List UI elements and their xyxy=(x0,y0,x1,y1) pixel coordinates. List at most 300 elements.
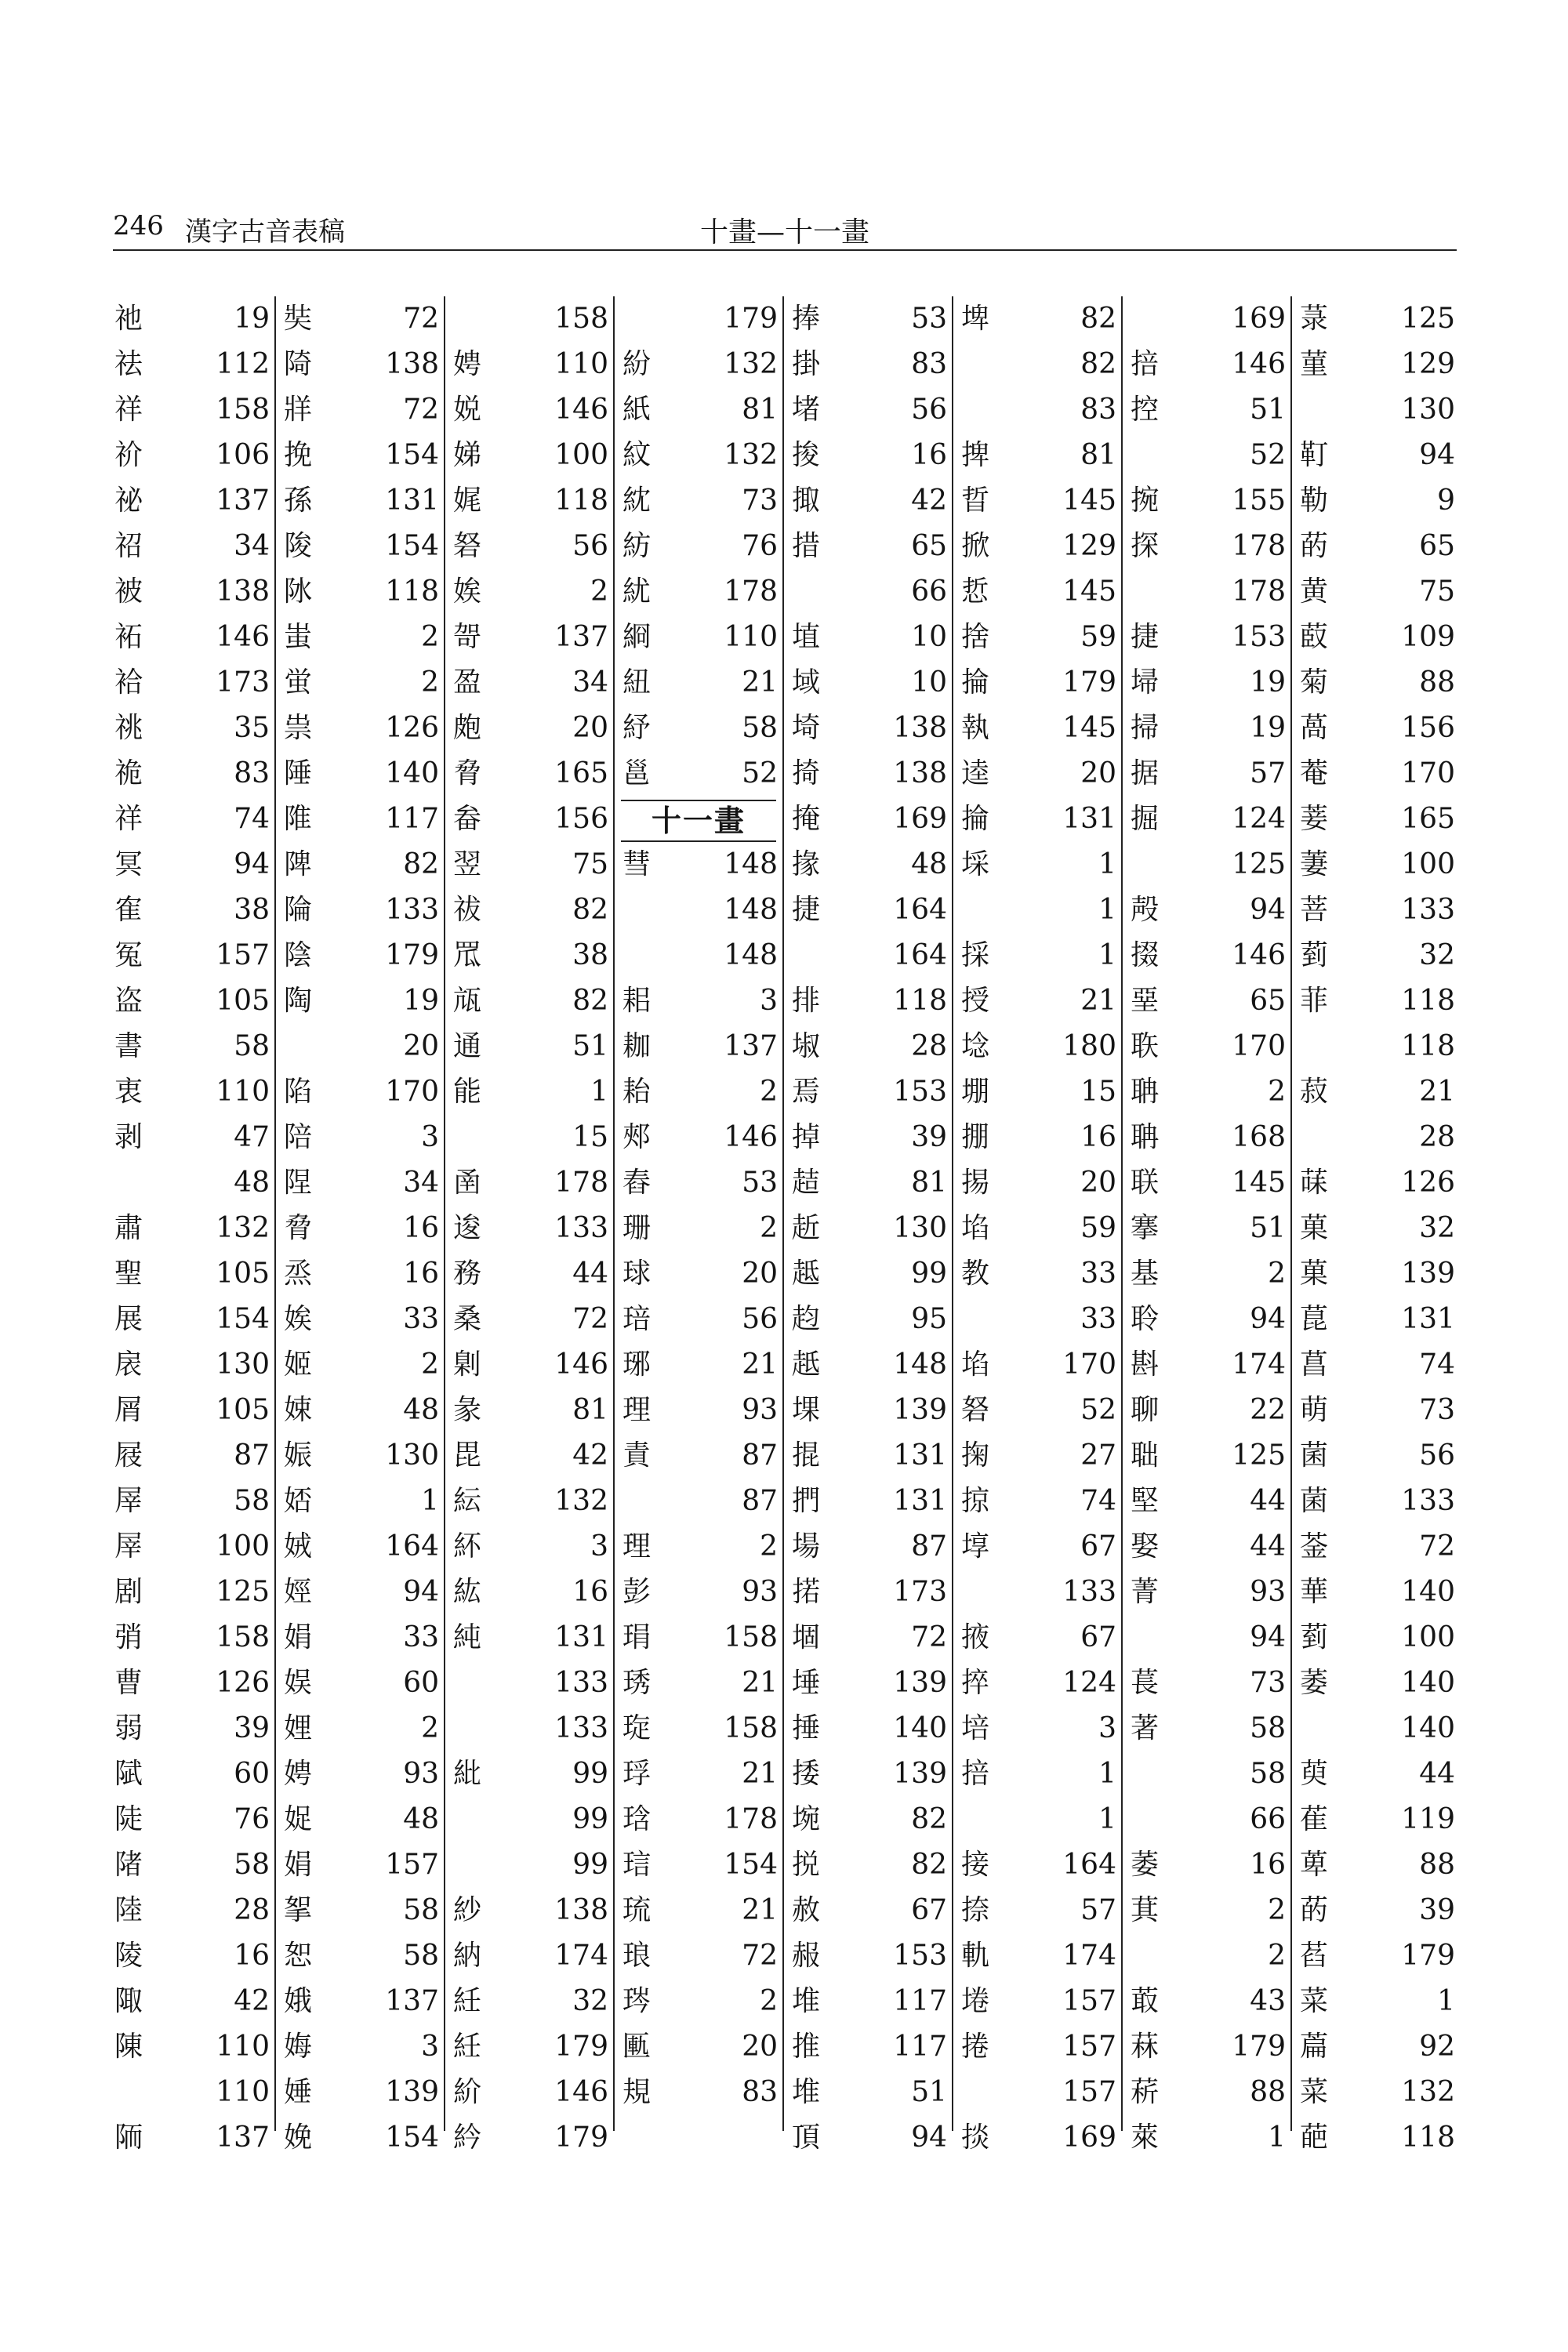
entry-page-number: 146 xyxy=(554,394,608,426)
index-entry xyxy=(790,1570,960,1615)
index-entry xyxy=(790,797,960,842)
entry-page-number: 56 xyxy=(911,394,947,426)
index-entry xyxy=(282,1706,452,1751)
index-entry xyxy=(960,1433,1129,1479)
index-entry xyxy=(282,1160,452,1206)
entry-character: 趌 xyxy=(792,1167,821,1199)
entry-page-number: 35 xyxy=(234,712,270,744)
index-entry xyxy=(621,1206,790,1251)
index-entry xyxy=(282,1206,452,1251)
entry-character: 掩 xyxy=(792,803,821,835)
index-entry xyxy=(621,706,790,751)
entry-page-number: 2 xyxy=(1268,1258,1286,1290)
index-entry xyxy=(960,342,1129,387)
index-entry xyxy=(282,1797,452,1842)
entry-character: 菌 xyxy=(1300,1439,1329,1472)
entry-character: 場 xyxy=(792,1530,821,1563)
index-entry xyxy=(452,1297,621,1342)
index-entry xyxy=(960,1979,1129,2024)
index-entry xyxy=(1298,1933,1468,1979)
index-entry xyxy=(282,842,452,887)
entry-page-number: 58 xyxy=(1250,1758,1286,1790)
index-entry xyxy=(113,1069,282,1115)
index-entry xyxy=(621,296,790,342)
index-entry xyxy=(452,1524,621,1570)
entry-character: 捨 xyxy=(961,621,990,653)
index-entry xyxy=(282,1524,452,1570)
entry-page-number: 72 xyxy=(742,1940,778,1972)
index-entry xyxy=(960,1751,1129,1797)
index-entry xyxy=(790,524,960,569)
index-entry xyxy=(1129,1297,1298,1342)
entry-page-number: 1 xyxy=(1437,1985,1455,2017)
index-entry xyxy=(1129,1115,1298,1160)
entry-character: 祂 xyxy=(114,303,143,335)
entry-character: 菂 xyxy=(1300,1894,1329,1926)
entry-page-number: 56 xyxy=(572,530,608,562)
entry-page-number: 72 xyxy=(403,303,439,335)
index-entry xyxy=(790,978,960,1024)
entry-character: 捷 xyxy=(792,894,821,926)
entry-character: 理 xyxy=(622,1394,652,1426)
index-column xyxy=(1129,296,1298,2161)
index-entry xyxy=(1129,387,1298,433)
index-entry xyxy=(790,1479,960,1524)
index-entry xyxy=(1298,1524,1468,1570)
entry-character: 書 xyxy=(114,1030,143,1062)
index-entry xyxy=(452,478,621,524)
index-entry xyxy=(113,1206,282,1251)
index-entry xyxy=(621,569,790,615)
entry-character: 砮 xyxy=(961,1394,990,1426)
entry-character: 萎 xyxy=(1131,1849,1160,1881)
index-entry xyxy=(960,1797,1129,1842)
entry-character: 萊 xyxy=(1131,2122,1160,2154)
index-entry xyxy=(282,387,452,433)
entry-page-number: 133 xyxy=(554,1712,608,1744)
entry-page-number: 179 xyxy=(385,939,439,971)
index-entry xyxy=(1129,2115,1298,2161)
entry-page-number: 65 xyxy=(911,530,947,562)
entry-page-number: 129 xyxy=(1062,530,1116,562)
entry-page-number: 67 xyxy=(911,1894,947,1926)
index-entry xyxy=(452,569,621,615)
entry-character: 陬 xyxy=(114,1985,143,2017)
entry-page-number: 174 xyxy=(1232,1348,1286,1381)
entry-character: 弰 xyxy=(114,1621,143,1653)
entry-page-number: 2 xyxy=(760,1530,778,1563)
entry-character: 娌 xyxy=(284,1712,313,1744)
entry-page-number: 1 xyxy=(1268,2122,1286,2154)
index-entry xyxy=(1298,1661,1468,1706)
entry-page-number: 75 xyxy=(572,848,608,880)
entry-character: 悊 xyxy=(961,575,990,608)
entry-character: 祓 xyxy=(453,894,482,926)
entry-page-number: 132 xyxy=(216,1212,270,1244)
entry-page-number: 178 xyxy=(1232,575,1286,608)
entry-character: 捫 xyxy=(792,1485,821,1517)
entry-page-number: 146 xyxy=(1232,348,1286,380)
entry-page-number: 130 xyxy=(1401,394,1455,426)
entry-page-number: 156 xyxy=(554,803,608,835)
entry-character: 陳 xyxy=(114,2031,143,2063)
entry-page-number: 81 xyxy=(911,1167,947,1199)
index-entry xyxy=(621,1479,790,1524)
index-entry xyxy=(790,1206,960,1251)
entry-page-number: 32 xyxy=(1419,939,1455,971)
index-entry xyxy=(790,1524,960,1570)
column-divider xyxy=(952,296,953,2131)
entry-page-number: 66 xyxy=(911,575,947,608)
entry-page-number: 170 xyxy=(1401,757,1455,789)
entry-page-number: 154 xyxy=(385,439,439,471)
index-entry xyxy=(1129,478,1298,524)
entry-character: 被 xyxy=(114,575,143,608)
index-entry xyxy=(960,1251,1129,1297)
entry-page-number: 178 xyxy=(724,1803,778,1835)
index-entry xyxy=(113,887,282,933)
entry-page-number: 110 xyxy=(216,1076,270,1108)
entry-page-number: 53 xyxy=(911,303,947,335)
index-entry xyxy=(960,2024,1129,2070)
entry-character: 紓 xyxy=(622,712,652,744)
entry-page-number: 21 xyxy=(742,1758,778,1790)
index-entry xyxy=(621,978,790,1024)
entry-page-number: 81 xyxy=(1080,439,1116,471)
entry-page-number: 72 xyxy=(911,1621,947,1653)
entry-page-number: 16 xyxy=(403,1258,439,1290)
entry-character: 紡 xyxy=(622,530,652,562)
column-divider xyxy=(444,296,445,2131)
index-entry xyxy=(282,1388,452,1433)
index-entry xyxy=(790,1024,960,1069)
index-entry xyxy=(1129,1933,1298,1979)
index-entry xyxy=(1129,1342,1298,1388)
entry-page-number: 1 xyxy=(1098,939,1116,971)
entry-page-number: 117 xyxy=(893,2031,947,2063)
entry-page-number: 1 xyxy=(1098,848,1116,880)
entry-page-number: 154 xyxy=(216,1303,270,1335)
index-entry xyxy=(452,1479,621,1524)
entry-page-number: 21 xyxy=(742,666,778,699)
entry-character: 紙 xyxy=(622,394,652,426)
entry-page-number: 33 xyxy=(403,1621,439,1653)
entry-character: 展 xyxy=(114,1303,143,1335)
entry-character: 娧 xyxy=(453,394,482,426)
entry-page-number: 131 xyxy=(1401,1303,1455,1335)
entry-character: 陭 xyxy=(284,348,313,380)
entry-page-number: 42 xyxy=(234,1985,270,2017)
entry-character: 勒 xyxy=(1300,485,1329,517)
index-entry xyxy=(113,751,282,797)
entry-page-number: 174 xyxy=(1062,1940,1116,1972)
entry-character: 赹 xyxy=(792,1303,821,1335)
entry-page-number: 100 xyxy=(1401,1621,1455,1653)
entry-page-number: 19 xyxy=(234,303,270,335)
entry-page-number: 59 xyxy=(1080,621,1116,653)
entry-page-number: 65 xyxy=(1250,985,1286,1017)
entry-character: 娠 xyxy=(284,1439,313,1472)
index-entry xyxy=(1298,1888,1468,1933)
entry-page-number: 83 xyxy=(911,348,947,380)
entry-character: 郟 xyxy=(622,1121,652,1153)
entry-character: 陪 xyxy=(284,1121,313,1153)
entry-page-number: 52 xyxy=(1250,439,1286,471)
index-entry xyxy=(621,1615,790,1661)
entry-page-number: 133 xyxy=(1401,1485,1455,1517)
entry-character: 埰 xyxy=(961,848,990,880)
entry-page-number: 34 xyxy=(572,666,608,699)
index-column xyxy=(452,296,621,2161)
entry-character: 陧 xyxy=(284,1167,313,1199)
entry-page-number: 82 xyxy=(572,985,608,1017)
entry-page-number: 9 xyxy=(1437,485,1455,517)
index-entry xyxy=(1129,797,1298,842)
column-divider xyxy=(782,296,784,2131)
index-entry xyxy=(113,1024,282,1069)
entry-page-number: 42 xyxy=(911,485,947,517)
index-entry xyxy=(1129,433,1298,478)
entry-character: 姬 xyxy=(284,1348,313,1381)
entry-page-number: 132 xyxy=(1401,2076,1455,2108)
index-entry xyxy=(790,1751,960,1797)
entry-character: 陚 xyxy=(114,1758,143,1790)
entry-character: 萁 xyxy=(1131,1894,1160,1926)
entry-page-number: 158 xyxy=(554,303,608,335)
index-entry xyxy=(960,478,1129,524)
entry-page-number: 140 xyxy=(1401,1712,1455,1744)
entry-character: 萋 xyxy=(1300,848,1329,880)
index-entry xyxy=(1129,660,1298,706)
entry-character: 牂 xyxy=(284,394,313,426)
entry-page-number: 125 xyxy=(1232,848,1286,880)
entry-page-number: 110 xyxy=(216,2031,270,2063)
entry-character: 紒 xyxy=(453,2076,482,2108)
index-entry xyxy=(790,1979,960,2024)
entry-page-number: 2 xyxy=(1268,1076,1286,1108)
entry-page-number: 133 xyxy=(554,1212,608,1244)
entry-character: 萸 xyxy=(1300,1758,1329,1790)
entry-character: 娩 xyxy=(284,2122,313,2154)
index-entry xyxy=(113,1570,282,1615)
entry-page-number: 133 xyxy=(1062,1576,1116,1608)
entry-character: 联 xyxy=(1131,1167,1160,1199)
entry-page-number: 105 xyxy=(216,1258,270,1290)
entry-character: 耛 xyxy=(622,1076,652,1108)
index-entry xyxy=(282,524,452,569)
index-entry xyxy=(621,1570,790,1615)
entry-character: 陑 xyxy=(114,2122,143,2154)
entry-character: 捼 xyxy=(792,1758,821,1790)
entry-character: 紟 xyxy=(453,2122,482,2154)
entry-page-number: 82 xyxy=(911,1803,947,1835)
entry-character: 埦 xyxy=(792,1803,821,1835)
index-entry xyxy=(282,1069,452,1115)
entry-character: 屖 xyxy=(114,1485,143,1517)
index-entry xyxy=(452,1115,621,1160)
index-entry xyxy=(621,1388,790,1433)
entry-page-number: 94 xyxy=(1419,439,1455,471)
entry-character: 掤 xyxy=(961,1121,990,1153)
entry-page-number: 2 xyxy=(1268,1894,1286,1926)
entry-character: 袷 xyxy=(114,666,143,699)
entry-page-number: 156 xyxy=(1401,712,1455,744)
entry-character: 掄 xyxy=(961,803,990,835)
index-entry xyxy=(790,2115,960,2161)
entry-character: 聃 xyxy=(1131,1076,1160,1108)
index-entry xyxy=(1129,1797,1298,1842)
entry-page-number: 2 xyxy=(421,1348,439,1381)
entry-page-number: 173 xyxy=(893,1576,947,1608)
entry-character: 娉 xyxy=(453,348,482,380)
entry-character: 娝 xyxy=(284,1485,313,1517)
entry-page-number: 148 xyxy=(724,894,778,926)
entry-page-number: 179 xyxy=(724,303,778,335)
entry-character: 掉 xyxy=(792,1121,821,1153)
entry-character: 逡 xyxy=(453,1212,482,1244)
index-entry xyxy=(1298,1160,1468,1206)
entry-page-number: 178 xyxy=(724,575,778,608)
entry-character: 埱 xyxy=(792,1030,821,1062)
entry-character: 隺 xyxy=(114,894,143,926)
index-entry xyxy=(1298,1570,1468,1615)
entry-character: 推 xyxy=(792,2031,821,2063)
entry-page-number: 170 xyxy=(1232,1030,1286,1062)
entry-page-number: 44 xyxy=(1250,1485,1286,1517)
index-entry xyxy=(452,933,621,978)
entry-character: 頂 xyxy=(792,2122,821,2154)
entry-character: 菓 xyxy=(1300,1258,1329,1290)
index-entry xyxy=(113,1297,282,1342)
entry-page-number: 21 xyxy=(742,1667,778,1699)
entry-page-number: 2 xyxy=(590,575,608,608)
index-entry xyxy=(621,1297,790,1342)
index-entry xyxy=(621,1842,790,1888)
entry-page-number: 83 xyxy=(742,2076,778,2108)
entry-character: 彭 xyxy=(622,1576,652,1608)
entry-character: 萌 xyxy=(1300,1394,1329,1426)
entry-character: 焉 xyxy=(792,1076,821,1108)
index-entry xyxy=(1298,615,1468,660)
index-entry xyxy=(960,751,1129,797)
index-entry xyxy=(452,1570,621,1615)
index-entry xyxy=(621,342,790,387)
entry-character: 掬 xyxy=(961,1439,990,1472)
entry-page-number: 48 xyxy=(911,848,947,880)
index-entry xyxy=(621,2070,790,2115)
entry-page-number: 82 xyxy=(403,848,439,880)
index-entry xyxy=(1129,1842,1298,1888)
entry-page-number: 48 xyxy=(234,1167,270,1199)
index-entry xyxy=(790,1797,960,1842)
index-entry xyxy=(1298,978,1468,1024)
entry-page-number: 38 xyxy=(572,939,608,971)
index-entry xyxy=(282,433,452,478)
entry-character: 堅 xyxy=(1131,1485,1160,1517)
entry-page-number: 137 xyxy=(216,2122,270,2154)
entry-character: 堵 xyxy=(792,394,821,426)
section-heading: 十一畫 xyxy=(621,800,776,842)
entry-character: 斟 xyxy=(1131,1348,1160,1381)
index-entry xyxy=(113,1615,282,1661)
entry-character: 聊 xyxy=(1131,1394,1160,1426)
entry-page-number: 58 xyxy=(234,1485,270,1517)
entry-character: 祕 xyxy=(114,485,143,517)
index-entry xyxy=(113,2070,282,2115)
entry-page-number: 138 xyxy=(216,575,270,608)
entry-page-number: 139 xyxy=(1401,1258,1455,1290)
entry-character: 娶 xyxy=(1131,1530,1160,1563)
entry-character: 菩 xyxy=(1300,894,1329,926)
entry-page-number: 145 xyxy=(1062,485,1116,517)
entry-page-number: 42 xyxy=(572,1439,608,1472)
entry-character: 聉 xyxy=(1131,1439,1160,1472)
entry-character: 菴 xyxy=(1300,757,1329,789)
entry-character: 琅 xyxy=(622,1940,652,1972)
index-entry xyxy=(621,1433,790,1479)
entry-page-number: 139 xyxy=(893,1667,947,1699)
column-divider xyxy=(613,296,615,2131)
index-entry xyxy=(282,342,452,387)
section-title: 十畫—十一畫 xyxy=(699,216,869,249)
entry-page-number: 32 xyxy=(572,1985,608,2017)
entry-page-number: 94 xyxy=(911,2122,947,2154)
index-entry xyxy=(621,1661,790,1706)
entry-character: 紛 xyxy=(622,348,652,380)
entry-page-number: 154 xyxy=(385,530,439,562)
entry-page-number: 92 xyxy=(1419,2031,1455,2063)
index-entry xyxy=(960,1297,1129,1342)
index-entry xyxy=(282,1751,452,1797)
index-entry xyxy=(1298,1842,1468,1888)
entry-character: 邕 xyxy=(622,757,652,789)
entry-character: 陖 xyxy=(284,530,313,562)
entry-page-number: 1 xyxy=(421,1485,439,1517)
entry-page-number: 3 xyxy=(760,985,778,1017)
entry-character: 紑 xyxy=(453,1530,482,1563)
index-entry xyxy=(960,933,1129,978)
entry-page-number: 157 xyxy=(1062,1985,1116,2017)
entry-page-number: 118 xyxy=(1401,2122,1455,2154)
index-column xyxy=(282,296,452,2161)
entry-page-number: 57 xyxy=(1080,1894,1116,1926)
entry-page-number: 153 xyxy=(893,1076,947,1108)
entry-page-number: 133 xyxy=(1401,894,1455,926)
entry-character: 阥 xyxy=(284,575,313,608)
entry-character: 掘 xyxy=(1131,803,1160,835)
entry-page-number: 173 xyxy=(216,666,270,699)
index-entry xyxy=(790,2024,960,2070)
index-entry xyxy=(621,1751,790,1797)
index-entry xyxy=(452,1206,621,1251)
index-entry xyxy=(282,751,452,797)
entry-character: 娭 xyxy=(284,1303,313,1335)
entry-page-number: 57 xyxy=(1250,757,1286,789)
index-entry xyxy=(452,524,621,569)
entry-page-number: 148 xyxy=(893,1348,947,1381)
entry-character: 聆 xyxy=(1131,1303,1160,1335)
entry-character: 菳 xyxy=(1300,1530,1329,1563)
entry-page-number: 118 xyxy=(893,985,947,1017)
index-entry xyxy=(790,751,960,797)
index-entry xyxy=(790,1069,960,1115)
entry-character: 奘 xyxy=(284,303,313,335)
entry-character: 琁 xyxy=(622,1712,652,1744)
index-entry xyxy=(960,1160,1129,1206)
entry-page-number: 82 xyxy=(911,1849,947,1881)
index-entry xyxy=(790,887,960,933)
index-entry xyxy=(790,1842,960,1888)
